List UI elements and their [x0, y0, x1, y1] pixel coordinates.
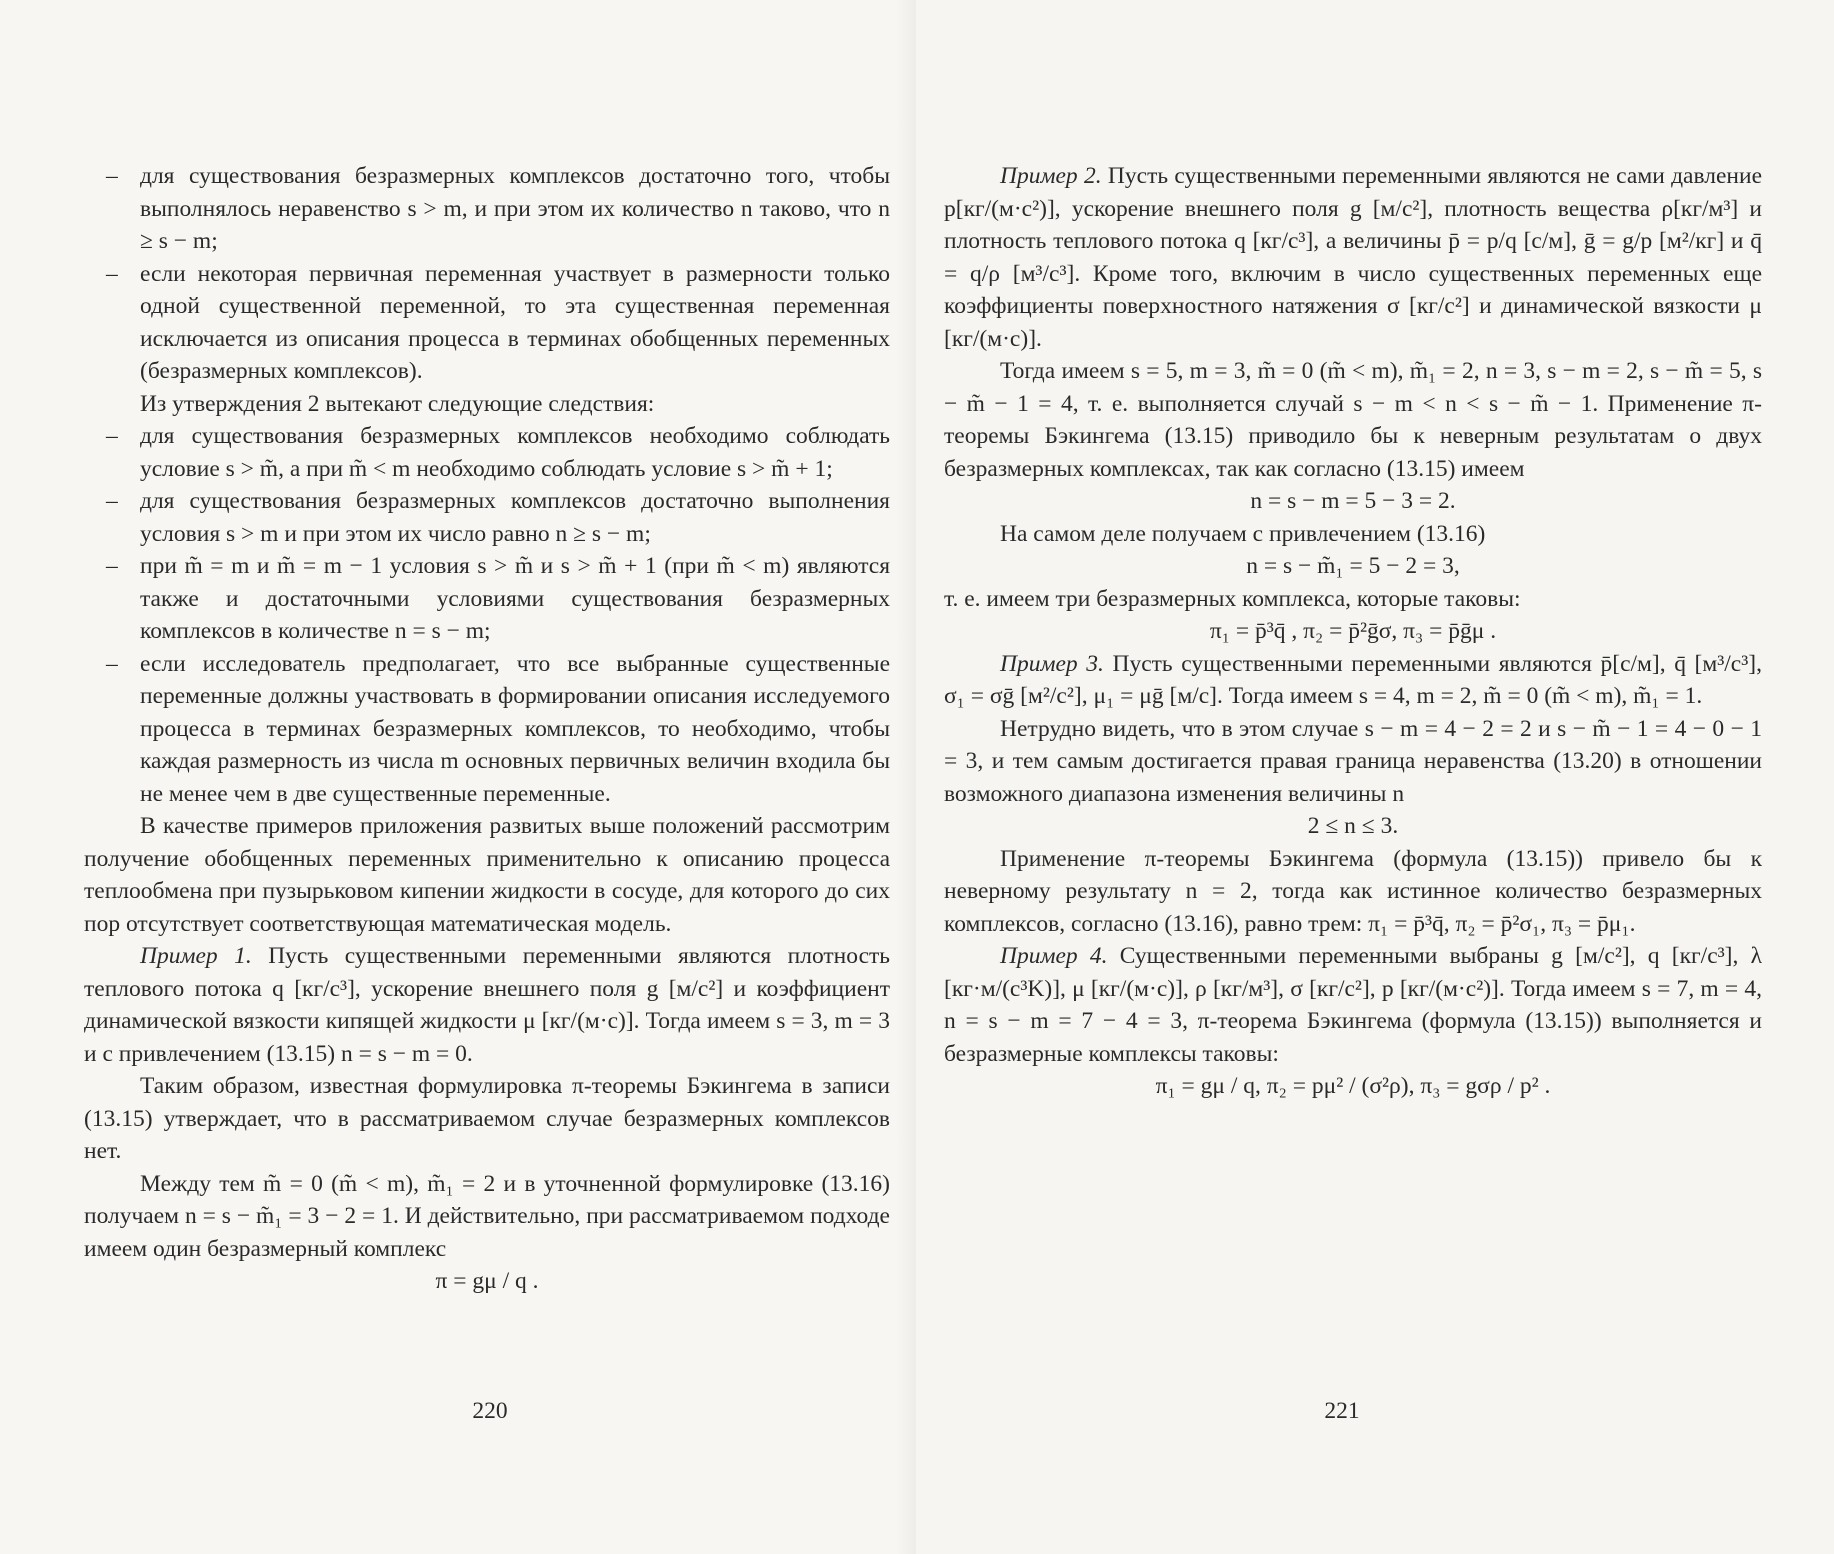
bullet-item: – если некоторая первичная переменная участвует в размерности только одной существенной переменной, то эта существенная переменная исключается из описания процесса в терминах обобщенных переменных (безразмерных комплексов). [84, 258, 890, 388]
bullet-dash: – [106, 260, 118, 287]
right-text-column [944, 160, 1762, 1103]
formula-pis-example4: π₁ = gμ / q, π₂ = pμ² / (σ²ρ), π₃ = gσρ / p² . [1155, 1073, 1551, 1099]
formula-pi: π = gμ / q . [435, 1268, 539, 1294]
bullet-item: – для существования безразмерных комплексов достаточно выполнения условия s > m и при этом их число равно n ≥ s − m; [84, 485, 890, 550]
example-2: Пример 2. Пусть существенными переменными являются не сами давление p[кг/(м·с²)], ускорение внешнего поля g [м/с²], плотность вещества ρ[кг/м³] и плотность теплового потока q [кг/с³], а величины p̄ = p/q [с/м], ḡ = g/p [м²/кг] и q̄ = q/ρ [м³/с³]. Кроме того, включим в число существенных переменных еще коэффициенты поверхностного натяжения σ [кг/с²] и динамической вязкости μ [кг/(м·с)]. [944, 163, 1762, 352]
bullet-item: – если исследователь предполагает, что все выбранные существенные переменные должны участвовать в формировании описания исследуемого процесса в терминах безразмерных комплексов, то необходимо, чтобы каждая размерность из числа m основных первичных величин входила бы не менее чем в две существенные переменные. [84, 648, 890, 811]
bullet-dash: – [106, 488, 118, 514]
example-label: Пример 3. [1000, 650, 1104, 677]
example-1: Пример 1. Пусть существенными переменными являются плотность теплового потока q [кг/с³], ускорение внешнего поля g [м/с²] и коэффициент динамической вязкости кипящей жидкости μ [кг/(м·с)]. Тогда имеем s = 3, m = 3 и с привлечением (13.15) n = s − m = 0. [84, 943, 890, 1067]
thus-paragraph: Таким образом, известная формулировка π-теоремы Бэкингема в записи (13.15) утверждает, что в рассматриваемом случае безразмерных комплексов нет. [84, 1073, 890, 1164]
example-label: Пример 4. [1000, 943, 1108, 969]
formula-pis-example2: π₁ = p̄³q̄ , π₂ = p̄²ḡσ, π₃ = p̄ḡμ . [1209, 618, 1497, 644]
example-label: Пример 1. [140, 943, 252, 969]
examples-paragraph: В качестве примеров приложения развитых выше положений рассмотрим получение обобщенных переменных применительно к описанию процесса теплообмена при пузырьковом кипении жидкости в сосуде, для которого до сих пор отсутствует соответствующая математическая модель. [84, 813, 890, 937]
page-number-left: 220 [472, 1398, 508, 1424]
formula-inequality: 2 ≤ n ≤ 3. [1307, 813, 1399, 839]
left-text-column [84, 160, 890, 1298]
formula-n2: n = s − m̃₁ = 5 − 2 = 3, [1246, 553, 1460, 579]
bullet-dash: – [106, 650, 118, 677]
page-number-right: 221 [1324, 1398, 1360, 1424]
formula-n1: n = s − m = 5 − 3 = 2. [1250, 488, 1456, 514]
bullet-dash: – [106, 553, 118, 579]
easy-to-see-paragraph: Нетрудно видеть, что в этом случае s − m = 4 − 2 = 2 и s − m̃ − 1 = 4 − 0 − 1 = 3, и тем самым достигается правая граница неравенства (13.20) в отношении возможного диапазона изменения величины n [944, 715, 1762, 807]
bullet-item: – для существования безразмерных комплексов необходимо соблюдать условие s > m̃, а при m̃ < m необходимо соблюдать условие s > m̃ + 1; [84, 420, 890, 485]
application-paragraph: Применение π-теоремы Бэкингема (формула (13.15)) привело бы к неверному результату n = 2, тогда как истинное количество безразмерных комплексов, согласно (13.16), равно трем: π₁ = p̄³q̄, π₂ = p̄²σ₁, π₃ = p̄μ₁. [944, 845, 1762, 937]
consequences-intro: Из утверждения 2 вытекают следующие следствия: [140, 390, 655, 417]
bullet-dash: – [106, 163, 118, 189]
bullet-item: – для существования безразмерных комплексов достаточно того, чтобы выполнялось неравенство s > m, и при этом их количество n таково, что n ≥ s − m; [84, 160, 890, 258]
example-4: Пример 4. Существенными переменными выбраны g [м/с²], q [кг/с³], λ [кг·м/(с³K)], μ [кг/(м·с)], ρ [кг/м³], σ [кг/с²], p [кг/(м·с²)]. Тогда имеем s = 7, m = 4, n = s − m = 7 − 4 = 3, π-теорема Бэкингема (формула (13.15)) выполняется и безразмерные комплексы таковы: [944, 943, 1763, 1067]
meanwhile-paragraph: Между тем m̃ = 0 (m̃ < m), m̃₁ = 2 и в уточненной формулировке (13.16) получаем n = s − m̃₁ = 3 − 2 = 1. И действительно, при рассматриваемом подходе имеем один безразмерный комплекс [84, 1170, 890, 1262]
actually-paragraph: На самом деле получаем с привлечением (13.16) [1000, 520, 1486, 547]
example-label: Пример 2. [1000, 163, 1102, 189]
left-page [0, 0, 916, 1554]
then-paragraph: Тогда имеем s = 5, m = 3, m̃ = 0 (m̃ < m), m̃₁ = 2, n = 3, s − m = 2, s − m̃ = 5, s − m̃ − 1 = 4, т. е. выполняется случай s − m < n < s − m̃ − 1. Применение π-теоремы Бэкингема (13.15) приводило бы к неверным результатам о двух безразмерных комплексах, так как согласно (13.15) имеем [944, 358, 1762, 482]
example-3: Пример 3. Пусть существенными переменными являются p̄[с/м], q̄ [м³/с³], σ₁ = σḡ [м²/с²], μ₁ = μḡ [м/с]. Тогда имеем s = 4, m = 2, m̃ = 0 (m̃ < m), m̃₁ = 1. [944, 650, 1762, 709]
three-complexes-paragraph: т. е. имеем три безразмерных комплекса, которые таковы: [944, 585, 1521, 612]
bullet-item: – при m̃ = m и m̃ = m − 1 условия s > m̃ и s > m̃ + 1 (при m̃ < m) являются также и достаточными условиями существования безразмерных комплексов в количестве n = s − m; [84, 550, 890, 648]
bullet-dash: – [106, 423, 118, 449]
